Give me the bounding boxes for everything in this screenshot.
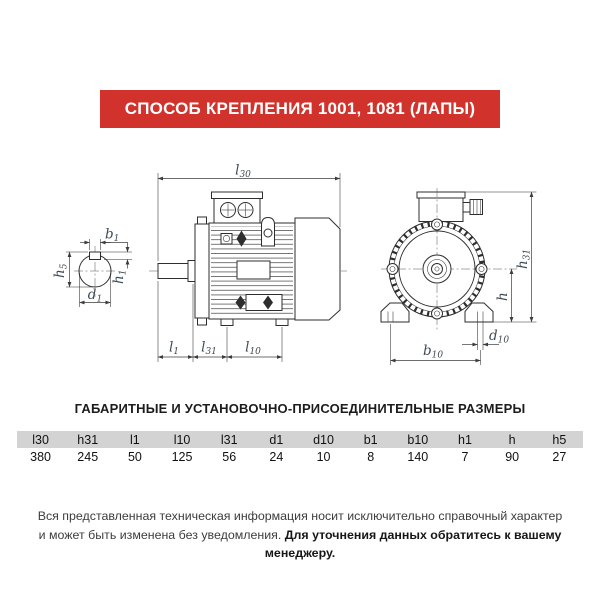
table-value-cell: 50 xyxy=(111,448,158,466)
table-header-cell: d10 xyxy=(313,432,334,447)
table-value-cell: 56 xyxy=(206,448,253,466)
table-value-cell: 7 xyxy=(441,448,488,466)
disclaimer xyxy=(20,507,580,563)
table-value-cell: 24 xyxy=(253,448,300,466)
table-value-row xyxy=(17,448,583,466)
table-header-cell: l1 xyxy=(130,432,140,447)
side-view xyxy=(149,163,347,363)
dim-label-d1: d1 xyxy=(87,287,103,305)
table-value-cell: 125 xyxy=(158,448,205,466)
table-header-cell: h5 xyxy=(552,432,567,447)
dim-label-h1: h1 xyxy=(111,269,129,284)
dimensions-table xyxy=(17,431,583,466)
header-banner xyxy=(100,90,500,128)
dim-label-l30: l30 xyxy=(235,162,251,180)
table-value-cell: 10 xyxy=(300,448,347,466)
shaft-section-view xyxy=(52,227,132,308)
table-value-cell: 245 xyxy=(64,448,111,466)
table-header-cell: b10 xyxy=(407,432,429,447)
dim-label-b1: b1 xyxy=(105,226,120,244)
table-header-cell: l31 xyxy=(220,432,238,447)
technical-drawing xyxy=(0,145,600,395)
dim-label-h: h xyxy=(495,292,511,301)
front-view xyxy=(381,188,537,365)
disclaimer-line2: и может быть изменена без уведомления. xyxy=(38,527,282,542)
table-value-cell: 8 xyxy=(347,448,394,466)
dim-label-h31: h31 xyxy=(515,248,533,269)
section-title: ГАБАРИТНЫЕ И УСТАНОВОЧНО-ПРИСОЕДИНИТЕЛЬНЫЕ РАЗМЕРЫ xyxy=(74,401,526,416)
table-value-cell: 90 xyxy=(489,448,536,466)
dim-label-l10: l10 xyxy=(245,339,261,357)
table-header-cell: b1 xyxy=(363,432,378,447)
table-value-cell: 140 xyxy=(394,448,441,466)
table-header-cell: l10 xyxy=(173,432,191,447)
disclaimer-bold: Для уточнения данных обратитесь к вашему менеджеру. xyxy=(264,527,562,561)
dim-label-d10: d10 xyxy=(489,328,510,346)
table-value-cell: 380 xyxy=(17,448,64,466)
table-header-cell: l30 xyxy=(32,432,49,447)
dim-label-b10: b10 xyxy=(422,343,444,361)
table-header-cell: h1 xyxy=(458,432,472,447)
disclaimer-line1: Вся представленная техническая информация носит исключительно справочный характер xyxy=(37,509,563,523)
table-header-cell: d1 xyxy=(269,432,284,447)
dim-label-l1: l1 xyxy=(168,339,180,357)
table-header-cell: h31 xyxy=(77,432,99,447)
page-title: СПОСОБ КРЕПЛЕНИЯ 1001, 1081 (ЛАПЫ) xyxy=(124,99,476,118)
dim-label-l31: l31 xyxy=(201,339,217,357)
table-header-row xyxy=(17,431,583,448)
dim-label-h5: h5 xyxy=(52,263,70,278)
table-value-cell: 27 xyxy=(536,448,583,466)
table-header-cell: h xyxy=(508,432,516,447)
